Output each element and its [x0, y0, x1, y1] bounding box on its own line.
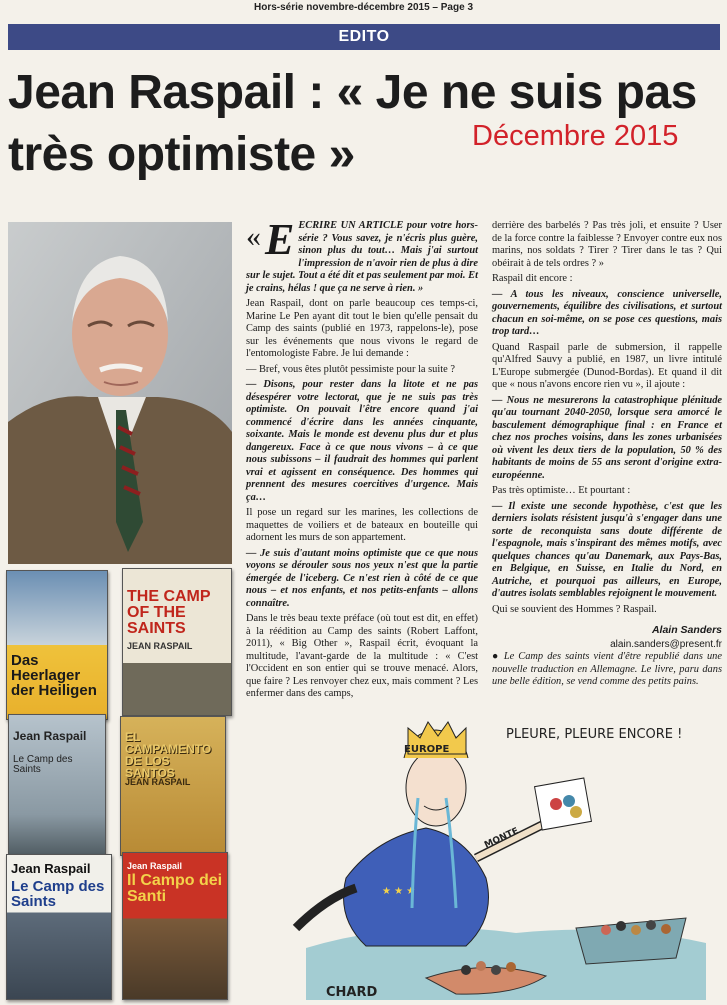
col2-paragraph: Raspail dit encore : — [492, 273, 573, 284]
cover-author: JEAN RASPAIL — [127, 641, 193, 651]
cover-german — [6, 570, 108, 720]
col1-paragraph: Dans le très beau texte préface (où tout est dit, en effet) à la réédition au Camp des saints (Robert Laffont, 2011), « Big Other », Raspail écrit, évoquant la multitude, l'avant-garde de la multitude : « C'est l'Occident en son entier qui se trouve menacé. Alors, que faire ? Les renvoyer chez eux, mais comment ? Les enfermer dans des camps, — [246, 613, 478, 699]
col1-paragraph: — Je suis d'autant moins optimiste que ce que nous voyons se dérouler sous nos yeux n'est que la partie émergée de l'iceberg. Ce n'est rien à côté de ce que nous – et nos enfants, et nos petits-enfants – allons connaître. — [246, 547, 478, 609]
cover-title: Il Campo dei Santi — [127, 872, 223, 905]
col1-paragraph: Jean Raspail, dont on parle beaucoup ces temps-ci, Marine Le Pen ayant dit tout le bien qu'elle pensait du Camp des saints (publié en 1973, rappelons-le), pose sur les événements que nous vivons le regard de l'entomologiste Fabre. Je lui demande : — [246, 298, 478, 359]
book-covers — [0, 566, 236, 1000]
cartoon-speech-line — [506, 727, 682, 742]
cover-italian — [122, 852, 228, 1000]
col2-paragraph: — A tous les niveaux, conscience universelle, gouvernements, équilibre des civilisations, et surtout chacun en soi-même, on se pose ces questions, mais trop tard… — [492, 288, 722, 337]
headline: Jean Raspail : « Je ne suis pas très optimiste » — [8, 66, 697, 181]
cover-french-1 — [8, 714, 106, 858]
footnote-text: Le Camp des saints vient d'être republié dans une nouvelle traduction en Allemagne. Le livre, paru dans une belle édition, se vend comme des petits pains. — [492, 651, 722, 687]
cover-title: THE CAMP OF THE SAINTS — [127, 588, 211, 637]
cartoon-arm-label: MONTE — [483, 826, 521, 851]
cartoon-speech: PLEURE, PLEURE ENCORE ! — [506, 727, 683, 742]
cover-author: JEAN RASPAIL — [125, 777, 191, 787]
cartoon-crown-label: EUROPE — [404, 744, 450, 755]
article-column-2 — [492, 220, 722, 692]
col1-paragraph: ECRIRE UN ARTICLE pour votre hors-série ? Vous savez, je n'écris plus guère, sinon plus du tout… Mais j'ai surtout l'impression de n'avoir rien de plus à dire sur le sujet. Tout a été dit et pas seulement par moi. Et je crains, hélas ! que ça ne serve à rien. » — [246, 220, 478, 294]
cover-art — [123, 663, 231, 715]
footnote — [492, 651, 722, 689]
open-quote-mark: « — [246, 220, 261, 253]
col2-paragraph: Pas très optimiste… Et pourtant : — [492, 485, 631, 496]
running-head: Hors-série novembre-décembre 2015 – Page 3 — [254, 2, 473, 13]
cartoon-drawing — [286, 718, 722, 1000]
col2-paragraph: — Il existe une seconde hypothèse, c'est que les derniers isolats résistent jusqu'à s'engager dans une sorte de reconquista sans doute différente de l'espagnole, mais s'inspirant des mêmes motifs, avec quelques chances qu'au Danemark, aux Pays-Bas, en Belgique, en Suisse, en Italie du Nord, en Autriche, et pourquoi pas ailleurs, en Europe, d'autres isolats semblables rejoignent le mouvement. — [492, 500, 722, 599]
section-band — [8, 24, 720, 50]
author-email: alain.sanders@present.fr — [610, 638, 722, 650]
drop-cap: E — [265, 215, 295, 264]
cover-author: Jean Raspail — [13, 729, 87, 743]
cartoon-artist: CHARD — [326, 985, 378, 1000]
cover-french-2 — [6, 854, 112, 1000]
portrait-photo — [8, 222, 232, 564]
cover-title: Le Camp des Saints — [13, 754, 73, 775]
col1-paragraph: — Disons, pour rester dans la litote et ne pas désespérer votre lectorat, que je ne suis pas très optimiste. On pouvait l'être encore quand j'ai commencé d'écrire dans les années cinquante, soixante. Mais le monde est devenu plus dur et plus dangereux. Face à ce que nous vivons – à ce que nous subissons – il faudrait des hommes qui parlent vrai et agissent en conséquence. Des hommes qui prennent des mesures coercitives d'urgence. Mais ça… — [246, 379, 478, 503]
col2-paragraph: Qui se souvient des Hommes ? Raspail. — [492, 603, 657, 615]
cover-english — [122, 568, 232, 716]
article-column-1 — [246, 215, 478, 704]
cover-title: EL CAMPAMENTO DE LOS SANTOS — [125, 730, 212, 780]
bullet-icon: ● — [492, 651, 500, 662]
col1-paragraph: Il pose un regard sur les marines, les collections de maquettes de voiliers et de bateaux en bouteille qui adornent les murs de son appartement. — [246, 507, 478, 543]
cover-author: Jean Raspail — [127, 861, 183, 871]
portrait-illustration — [8, 222, 232, 564]
cartoon — [286, 718, 722, 1000]
col2-paragraph: — Nous ne mesurerons la catastrophique plénitude qu'au tournant 2040-2050, lorsque sera amorcé le basculement démographique final : en France et chez nos proches voisins, dans les zones urbanisées où vivent les deux tiers de la population, 50 % des habitants de moins de 55 ans seront d'origine extra-européenne. — [492, 394, 722, 481]
author-signature: Alain Sanders — [651, 624, 722, 636]
svg-text:★ ★ ★: ★ ★ ★ — [382, 886, 416, 897]
column-1-paragraphs — [246, 215, 478, 701]
col1-paragraph: — Bref, vous êtes plutôt pessimiste pour la suite ? — [246, 363, 455, 375]
column-2-paragraphs — [492, 220, 722, 616]
date-stamp: Décembre 2015 — [472, 120, 679, 152]
cover-title: Le Camp des Saints — [11, 878, 105, 910]
cover-author: Jean Raspail — [11, 861, 91, 876]
cover-spanish — [120, 716, 226, 856]
col2-paragraph: Quand Raspail parle de submersion, il rappelle qu'Alfred Sauvy a publié, en 1987, un livre intitulé L'Europe submergée (Dunod-Bordas). Et quand il dit que « nous n'avons encore rien vu », il ajoute : — [492, 341, 722, 390]
col2-paragraph: derrière des barbelés ? Pas très joli, et ensuite ? User de la force contre la faiblesse ? Envoyer contre eux nos marins, nos soldats ? Tirer ? Tirer dans le tas ? Qui obéirait à de tels ordres ? » — [492, 220, 722, 269]
section-label: EDITO — [338, 28, 390, 45]
cover-title: Das Heerlager der Heiligen — [11, 652, 97, 699]
